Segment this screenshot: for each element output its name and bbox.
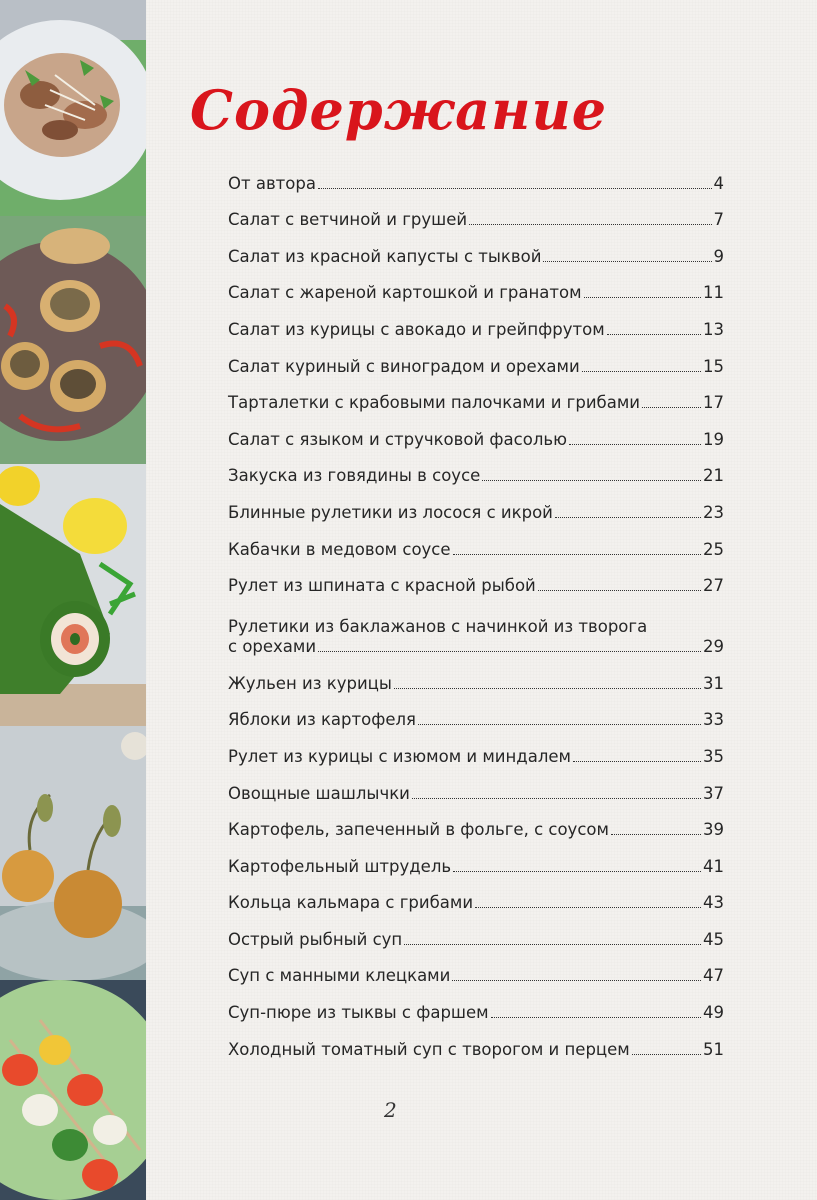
- toc-entry: [228, 526, 724, 563]
- toc-entry-title: Кольца кальмара с грибами: [228, 893, 474, 913]
- page-title: Содержание: [190, 78, 608, 142]
- dot-leader: [453, 871, 701, 872]
- toc-entry-page: 4: [713, 173, 724, 193]
- dot-leader: [569, 444, 701, 445]
- toc-entry: [228, 880, 724, 917]
- toc-entry-page: 29: [703, 637, 724, 657]
- toc-entry: [228, 660, 724, 697]
- food-photo-strip: [0, 0, 146, 1200]
- toc-entry: [228, 197, 724, 234]
- toc-entry-title: Яблоки из картофеля: [228, 710, 416, 730]
- toc-entry: [228, 843, 724, 880]
- dot-leader: [469, 224, 711, 225]
- toc-entry-title: Салат с жареной картошкой и гранатом: [228, 283, 582, 303]
- toc-entry-page: 25: [703, 539, 724, 559]
- toc-entry-title: с орехами: [228, 637, 317, 657]
- toc-entry-title: Салат куриный с виноградом и орехами: [228, 356, 580, 376]
- toc-entry: [228, 770, 724, 807]
- toc-entry-page: 31: [703, 673, 724, 693]
- toc-entry-page: 45: [703, 929, 724, 949]
- dot-leader: [475, 907, 701, 908]
- toc-entry-title: Рулет из шпината с красной рыбой: [228, 576, 536, 596]
- toc-entry-page: 33: [703, 710, 724, 730]
- toc-entry-page: 51: [703, 1039, 724, 1059]
- toc-entry-page: 27: [703, 576, 724, 596]
- dot-leader: [412, 798, 701, 799]
- dot-leader: [453, 554, 701, 555]
- toc-entry-title: Кабачки в медовом соусе: [228, 539, 451, 559]
- toc-entry: [228, 306, 724, 343]
- toc-entry-title: Суп с манными клецками: [228, 966, 451, 986]
- toc-entry: [228, 953, 724, 990]
- dot-leader: [318, 188, 712, 189]
- toc-entry-title: Блинные рулетики из лосося с икрой: [228, 502, 553, 522]
- toc-entry-page: 9: [713, 246, 724, 266]
- toc-entry: [228, 233, 724, 270]
- toc-entry-title-line1: Рулетики из баклажанов с начинкой из творога: [228, 617, 648, 637]
- vegetable-skewers-photo: [0, 980, 146, 1200]
- toc-entry-page: 19: [703, 429, 724, 449]
- dot-leader: [573, 761, 701, 762]
- dot-leader: [538, 590, 701, 591]
- toc-entry: [228, 733, 724, 770]
- page-number: 2: [384, 1098, 397, 1122]
- dot-leader: [491, 1017, 701, 1018]
- potato-apples-photo: [0, 726, 146, 980]
- toc-entry-title: Салат из курицы с авокадо и грейпфрутом: [228, 319, 605, 339]
- toc-entry: [228, 489, 724, 526]
- dot-leader: [394, 688, 701, 689]
- dot-leader: [404, 944, 701, 945]
- toc-entry-page: 37: [703, 783, 724, 803]
- toc-entry: [228, 563, 724, 600]
- toc-entry-page: 35: [703, 746, 724, 766]
- toc-entry: [228, 416, 724, 453]
- toc-entry-title: Тарталетки с крабовыми палочками и грибами: [228, 393, 641, 413]
- toc-entry-page: 11: [703, 283, 724, 303]
- dot-leader: [584, 297, 701, 298]
- toc-entry-page: 39: [703, 820, 724, 840]
- toc-entry-page: 41: [703, 856, 724, 876]
- toc-entry: [228, 599, 724, 660]
- toc-entry-page: 15: [703, 356, 724, 376]
- table-of-contents: [228, 160, 724, 1063]
- toc-entry-title: Рулет из курицы с изюмом и миндалем: [228, 746, 571, 766]
- toc-entry-title: Картофель, запеченный в фольге, с соусом: [228, 820, 609, 840]
- toc-entry-title: Салат из красной капусты с тыквой: [228, 246, 542, 266]
- dot-leader: [318, 651, 701, 652]
- toc-entry-title: Острый рыбный суп: [228, 929, 403, 949]
- toc-entry: [228, 270, 724, 307]
- tartlets-photo: [0, 216, 146, 464]
- toc-entry: [228, 1026, 724, 1063]
- toc-entry-page: 43: [703, 893, 724, 913]
- toc-entry-title: От автора: [228, 173, 316, 193]
- toc-entry: [228, 453, 724, 490]
- toc-entry: [228, 807, 724, 844]
- toc-entry: [228, 160, 724, 197]
- salad-photo: [0, 0, 146, 216]
- toc-entry: [228, 989, 724, 1026]
- dot-leader: [607, 334, 701, 335]
- toc-entry-page: 21: [703, 466, 724, 486]
- toc-entry: [228, 343, 724, 380]
- dot-leader: [642, 407, 701, 408]
- spinach-roll-photo: [0, 464, 146, 726]
- toc-entry-title: Закуска из говядины в соусе: [228, 466, 481, 486]
- dot-leader: [632, 1054, 701, 1055]
- toc-entry-title: Холодный томатный суп с творогом и перцем: [228, 1039, 630, 1059]
- dot-leader: [418, 724, 701, 725]
- dot-leader: [452, 980, 701, 981]
- toc-entry-title: Салат с ветчиной и грушей: [228, 210, 468, 230]
- dot-leader: [482, 480, 701, 481]
- toc-entry-title: Суп-пюре из тыквы с фаршем: [228, 1003, 489, 1023]
- toc-entry: [228, 380, 724, 417]
- toc-entry-page: 13: [703, 319, 724, 339]
- toc-entry-page: 47: [703, 966, 724, 986]
- dot-leader: [582, 371, 701, 372]
- toc-entry-page: 7: [713, 210, 724, 230]
- toc-entry: [228, 916, 724, 953]
- dot-leader: [555, 517, 701, 518]
- toc-entry-title: Овощные шашлычки: [228, 783, 410, 803]
- dot-leader: [543, 261, 711, 262]
- dot-leader: [611, 834, 701, 835]
- toc-entry: [228, 697, 724, 734]
- toc-entry-page: 17: [703, 393, 724, 413]
- toc-entry-title: Картофельный штрудель: [228, 856, 452, 876]
- toc-entry-page: 23: [703, 502, 724, 522]
- toc-entry-title: Салат с языком и стручковой фасолью: [228, 429, 567, 449]
- toc-entry-title: Жульен из курицы: [228, 673, 392, 693]
- toc-entry-page: 49: [703, 1003, 724, 1023]
